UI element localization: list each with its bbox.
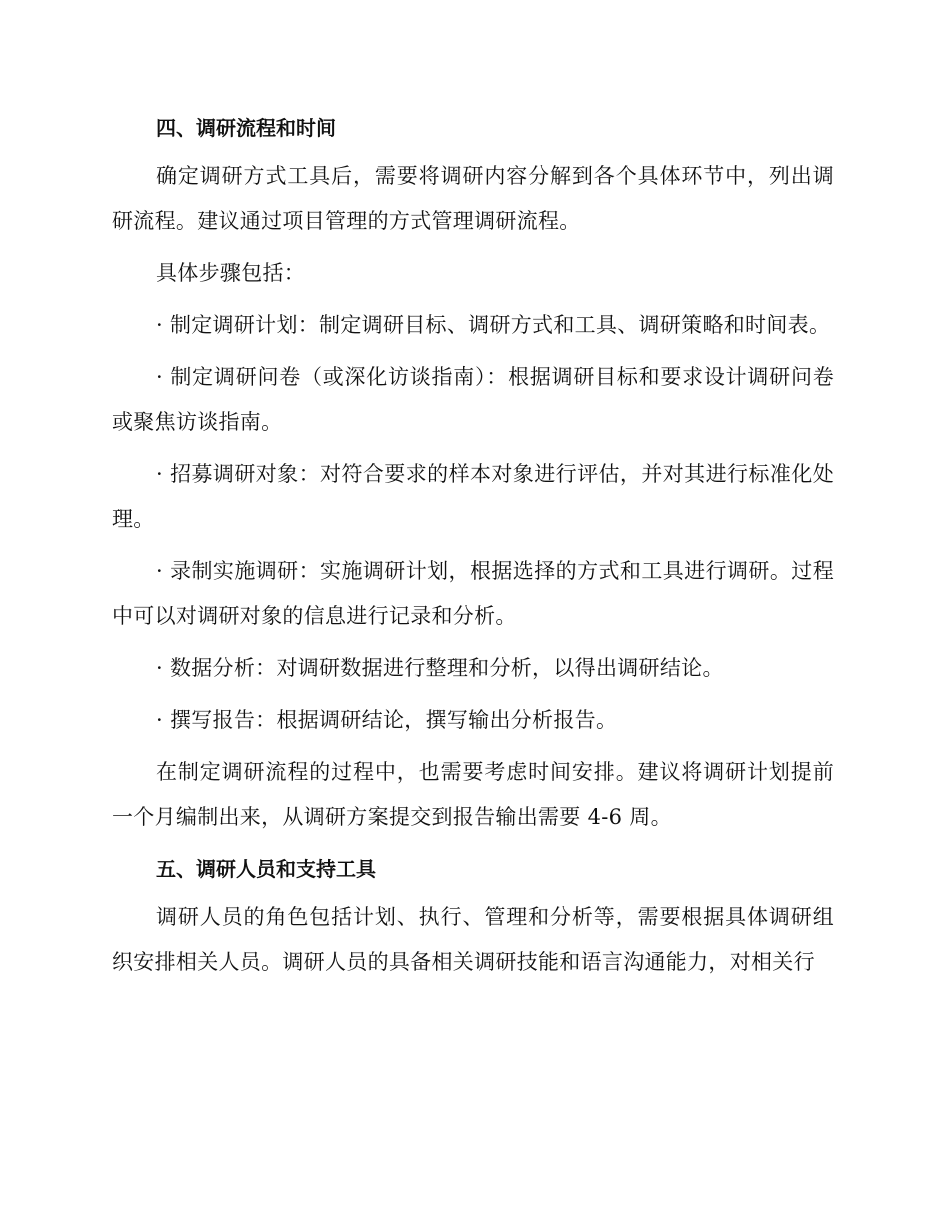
step-item: · 撰写报告：根据调研结论，撰写输出分析报告。	[156, 708, 618, 732]
steps-intro: 具体步骤包括：	[156, 261, 306, 285]
step-item: · 录制实施调研：实施调研计划，根据选择的方式和工具进行调研。过程中可以对调研对象的信息进行记录和分析。	[112, 559, 834, 628]
step-item: · 招募调研对象：对符合要求的样本对象进行评估，并对其进行标准化处理。	[112, 462, 834, 531]
document-body	[112, 106, 834, 992]
step-item: · 制定调研计划：制定调研目标、调研方式和工具、调研策略和时间表。	[156, 313, 831, 337]
step-item: · 数据分析：对调研数据进行整理和分析，以得出调研结论。	[156, 656, 724, 680]
section-5-heading: 五、调研人员和支持工具	[156, 857, 376, 881]
section-5-intro: 调研人员的角色包括计划、执行、管理和分析等，需要根据具体调研组织安排相关人员。调研人员的具备相关调研技能和语言沟通能力，对相关行	[112, 905, 834, 974]
section-4-intro: 确定调研方式工具后，需要将调研内容分解到各个具体环节中，列出调研流程。建议通过项目管理的方式管理调研流程。	[112, 164, 834, 233]
section-4-closing: 在制定调研流程的过程中，也需要考虑时间安排。建议将调研计划提前一个月编制出来，从调研方案提交到报告输出需要 4-6 周。	[112, 760, 834, 829]
section-4-heading: 四、调研流程和时间	[156, 116, 336, 140]
step-item: · 制定调研问卷（或深化访谈指南）：根据调研目标和要求设计调研问卷或聚焦访谈指南。	[112, 365, 834, 434]
